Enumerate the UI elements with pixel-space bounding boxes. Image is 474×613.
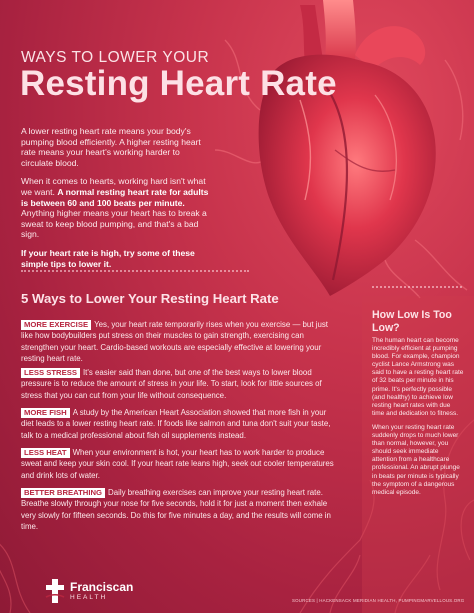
- intro-text: [21, 126, 213, 277]
- heart-illustration: [205, 0, 474, 300]
- tip-tag: MORE FISH: [21, 408, 70, 418]
- tip-tag: BETTER BREATHING: [21, 488, 105, 498]
- franciscan-cross-icon: [44, 577, 66, 605]
- intro-p2-end: Anything higher means your heart has to break a sweat to keep blood pumping, and that's a bad sign.: [21, 208, 207, 240]
- title-kicker: WAYS TO LOWER YOUR: [21, 49, 210, 66]
- logo-subtitle: HEALTH: [70, 593, 108, 601]
- tip-less-heat: [21, 447, 337, 481]
- tip-better-breathing: [21, 487, 337, 533]
- sidebar-text: [372, 337, 464, 503]
- tip-more-fish: [21, 407, 337, 441]
- intro-paragraph-2: [21, 176, 213, 240]
- tip-text: When your environment is hot, your heart has to work harder to produce sweat and keep your skin cool. If your heart rate leans high, seek out cooler temperatures and drink lots of water.: [21, 448, 334, 480]
- intro-paragraph-3: [21, 248, 213, 269]
- sidebar-title: How Low Is Too Low?: [372, 309, 452, 334]
- sidebar-paragraph-2: When your resting heart rate suddenly drops to much lower than normal, however, you should seek immediate attention from a healthcare professional. An abrupt plunge in beats per minute is typically the symptom of a dangerous medical episode.: [372, 423, 460, 496]
- tip-text: Daily breathing exercises can improve your resting heart rate. Breathe slowly through your nose for five seconds, hold it for just a moment then exhale very slowly for fifteen seconds. Do this for five minutes a day, and the results will come in time.: [21, 488, 331, 532]
- tip-tag: MORE EXERCISE: [21, 320, 91, 330]
- tip-text: It's easier said than done, but one of the best ways to lower blood pressure is to reduce the amount of stress in your life. To start, look for little sources of stress that you can cut from your life without consequence.: [21, 368, 322, 400]
- sidebar-dotted-divider: [372, 286, 462, 288]
- intro-p2-start: When it comes to hearts, working hard isn't what we want.: [21, 176, 206, 197]
- sources-note: SOURCES | HACKENSACK MERIDIAN HEALTH, PUMPINGMARVELLOUS.ORG: [292, 598, 465, 603]
- franciscan-health-logo: [44, 577, 133, 605]
- tip-text: Yes, your heart rate temporarily rises when you exercise — but just like how bodybuilders put stress on their muscles to gain strength, exercising can strengthen your heart. Cardio-based workouts are especially effective at lowering your resting heart rate.: [21, 320, 328, 364]
- tip-less-stress: [21, 367, 337, 401]
- intro-p3-bold: If your heart rate is high, try some of these simple tips to lower it.: [21, 247, 195, 269]
- intro-paragraph-1: A lower resting heart rate means your body's pumping blood efficiently. A higher resting heart rate means your heart's working harder to circulate blood.: [21, 126, 201, 168]
- page-title: Resting Heart Rate: [20, 64, 337, 103]
- tip-more-exercise: [21, 319, 337, 365]
- dotted-divider: [21, 270, 249, 272]
- intro-p2-bold: A normal resting heart rate for adults is between 60 and 100 beats per minute.: [21, 186, 209, 208]
- section-title: 5 Ways to Lower Your Resting Heart Rate: [21, 291, 279, 306]
- logo-name: Franciscan: [70, 579, 134, 594]
- sidebar-paragraph-1: The human heart can become incredibly efficient at pumping blood. For example, champion cyclist Lance Armstrong was said to have a resting heart rate of 32 beats per minute in his prime. It's perfectly possible (and healthy) to achieve low resting heart rates with due time and dedication to fitness.: [372, 337, 464, 417]
- tip-tag: LESS STRESS: [21, 368, 80, 378]
- tip-tag: LESS HEAT: [21, 448, 70, 458]
- tip-text: A study by the American Heart Association showed that more fish in your diet leads to a lower resting heart rate. If foods like salmon and tuna don't suit your taste, talk to a medical professional about fish oil supplements instead.: [21, 408, 331, 440]
